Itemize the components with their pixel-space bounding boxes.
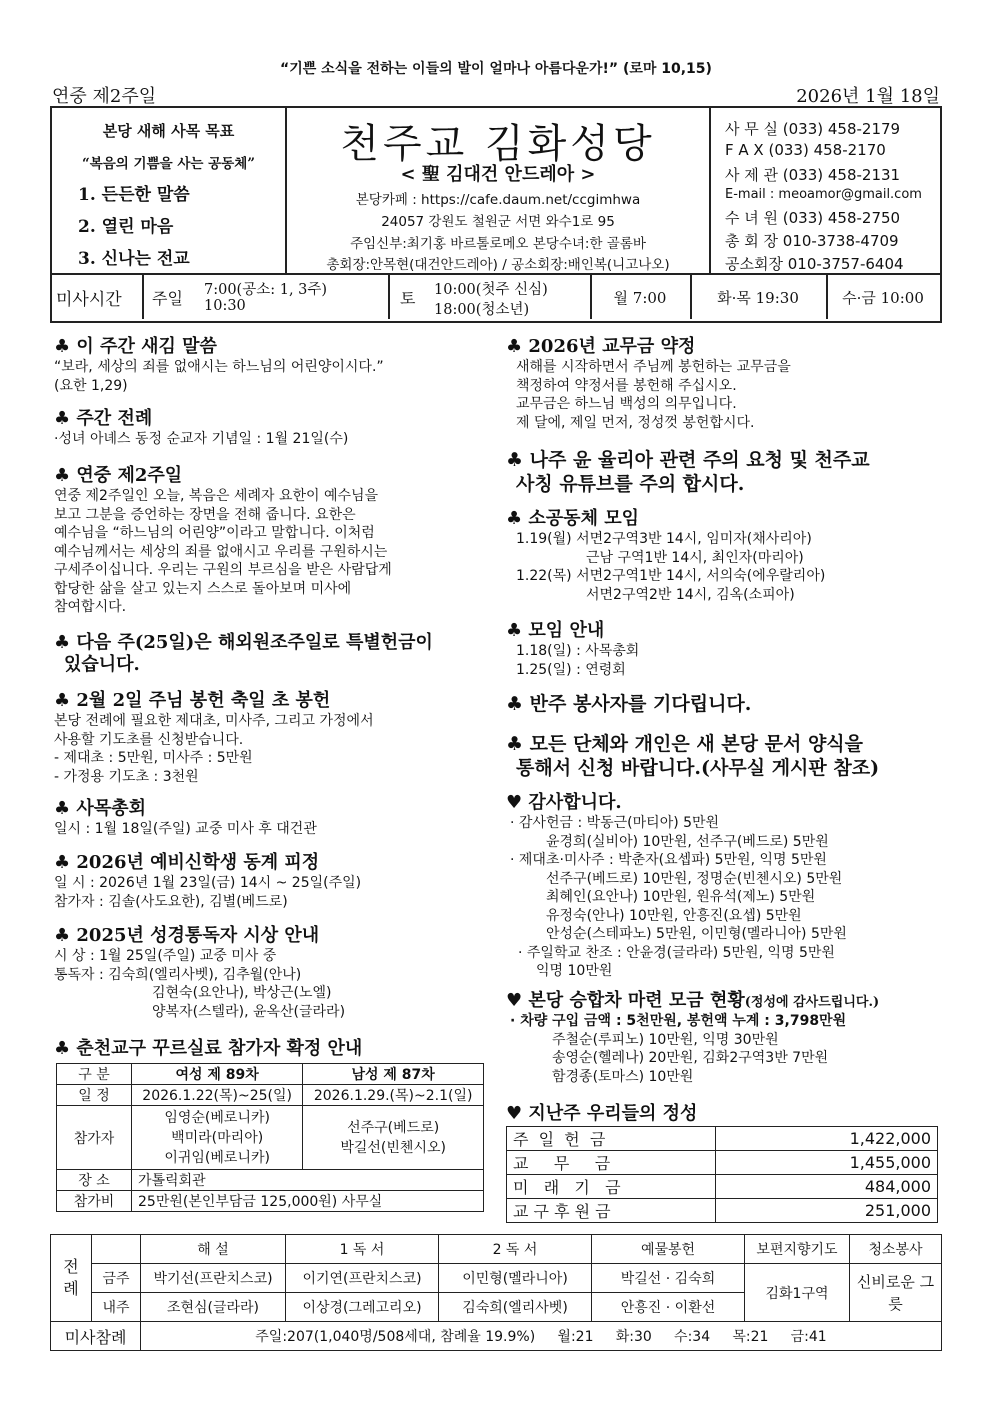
section-heading: ♥ 지난주 우리들의 정성 <box>506 1103 698 1124</box>
cafe-link[interactable]: 본당카페 : https://cafe.daum.net/ccgimhwa <box>355 192 641 208</box>
table-cell: 2026.1.22(목)~25(일) <box>132 1085 303 1106</box>
section-heading: ♣ 2026년 예비신학생 동계 피정 <box>54 852 320 873</box>
table-cell: 가톨릭회관 <box>132 1170 484 1191</box>
section-heading: ♣ 모임 안내 <box>506 620 605 641</box>
contact-president: 총 회 장 010-3738-4709 <box>725 232 899 250</box>
table-cell: 김숙희(엘리사벳) <box>439 1293 592 1322</box>
church-info <box>287 108 709 273</box>
sunday-label: 주일 <box>152 288 183 308</box>
table-header: 해 설 <box>141 1235 286 1264</box>
participant: 선주구(베드로) <box>347 1119 440 1136</box>
saturday-mass-1: 10:00(첫주 신심) <box>434 282 548 298</box>
body-line: 익명 10만원 <box>536 963 613 979</box>
goals-title: 본당 새해 사목 목표 <box>102 122 235 140</box>
section-heading: ♣ 모든 단체와 개인은 새 본당 문서 양식을 <box>506 733 864 755</box>
section-heading-cont: 있습니다. <box>64 654 140 675</box>
offering-value: 1,422,000 <box>716 1127 938 1151</box>
table-cell: 김화1구역 <box>745 1264 850 1322</box>
bulletin-date: 2026년 1월 18일 <box>796 86 940 107</box>
body-line: 김현숙(요안나), 박상근(노엘) <box>152 985 332 1001</box>
table-cell: 25만원(본인부담금 125,000원) 사무실 <box>132 1191 484 1212</box>
offering-label: 교 구 후 원 금 <box>507 1199 716 1223</box>
goal-item: 1. 든든한 말씀 <box>78 185 190 205</box>
cursillo-table <box>56 1063 484 1212</box>
contact-fax: F A X (033) 458-2170 <box>725 141 886 159</box>
body-line: · 차량 구입 금액 : 5천만원, 봉헌액 누계 : 3,798만원 <box>510 1013 847 1029</box>
week-label: 연중 제2주일 <box>52 86 157 107</box>
special-collection <box>54 632 494 676</box>
body-line: 근남 구역1반 14시, 최인자(마리아) <box>586 549 804 566</box>
body-line: 최혜인(요안나) 10만원, 원유석(제노) 5만원 <box>546 889 816 905</box>
table-header: 남성 제 87차 <box>303 1064 484 1085</box>
scripture-quote: “보라, 세상의 죄를 없애시는 하느님의 어린양이시다.” <box>54 359 384 375</box>
table-cell: 박기선(프란치스코) <box>141 1264 286 1293</box>
forms-notice <box>506 732 942 780</box>
pastoral-assembly <box>54 798 494 839</box>
table-cell: 박길선 · 김숙희 <box>592 1264 745 1293</box>
offering-value: 1,455,000 <box>716 1151 938 1175</box>
tue-thu-mass: 화·목 19:30 <box>717 288 799 307</box>
candle-offering <box>54 690 494 786</box>
table-cell: 이상경(그레고리오) <box>286 1293 439 1322</box>
body-line: 1.22(목) 서면2구역1반 14시, 서의숙(에우랄리아) <box>516 568 826 584</box>
organist-wanted <box>506 692 942 716</box>
table-header: 구 분 <box>57 1064 132 1085</box>
ordinary-sunday <box>54 465 494 617</box>
contact-mission-head: 공소회장 010-3757-6404 <box>725 255 904 273</box>
participant: 이귀임(베로니카) <box>164 1149 270 1166</box>
body-line: · 감사헌금 : 박동근(마티아) 5만원 <box>510 815 720 831</box>
body-line: 양복자(스텔라), 윤옥산(글라라) <box>152 1003 346 1020</box>
sunday-mass-2: 10:30 <box>204 298 246 314</box>
small-community <box>506 508 942 604</box>
goal-item: 3. 신나는 전교 <box>78 249 190 269</box>
church-name: 천주교 김화성당 <box>340 121 656 167</box>
body-line: 참여합시다. <box>54 599 127 615</box>
participant: 백미라(마리아) <box>171 1129 264 1146</box>
body-line: 서면2구역2반 14시, 김옥(소피아) <box>586 586 795 603</box>
section-heading: ♣ 이 주간 새김 말씀 <box>54 336 217 357</box>
attendance: 주일:207(1,040명/508세대, 참례율 19.9%) 월:21 화:30 수:34 목:21 금:41 <box>141 1322 942 1351</box>
body-line: 본당 전례에 필요한 제대초, 미사주, 그리고 가정에서 <box>54 713 374 729</box>
scripture-ref: (요한 1,29) <box>54 377 128 394</box>
motto: “기쁜 소식을 전하는 이들의 발이 얼마나 아름다운가!” (로마 10,15) <box>280 61 712 77</box>
offering-label: 교 무 금 <box>507 1151 716 1175</box>
body-line: 예수님을 “하느님의 어린양”이라고 말합니다. 이처럼 <box>54 525 375 541</box>
table-header: 2 독 서 <box>439 1235 592 1264</box>
liturgy-item: ·성녀 아녜스 동정 순교자 기념일 : 1월 21일(수) <box>54 431 349 447</box>
body-line: 책정하여 약정서를 봉헌해 주십시오. <box>516 377 737 394</box>
van-heading-note: (정성에 감사드립니다.) <box>744 995 880 1010</box>
table-cell <box>303 1106 484 1170</box>
section-heading: ♥ 감사합니다. <box>506 792 622 813</box>
mass-label: 미사시간 <box>56 289 122 310</box>
section-heading: ♣ 사목총회 <box>54 798 146 819</box>
section-heading <box>506 990 942 1012</box>
saturday-label: 토 <box>400 288 416 308</box>
body-line: 통독자 : 김숙희(엘리사벳), 김추월(안나) <box>54 966 302 983</box>
body-line: 참가자 : 김솔(사도요한), 김별(베드로) <box>54 893 288 910</box>
section-heading: ♣ 춘천교구 꾸르실료 참가자 확정 안내 <box>54 1038 363 1059</box>
contact-email[interactable]: E-mail : meoamor@gmail.com <box>725 187 922 202</box>
liturgy-label-text: 전례 <box>63 1257 79 1298</box>
table-header: 1 독 서 <box>286 1235 439 1264</box>
table-cell: 조현심(글라라) <box>141 1293 286 1322</box>
table-cell: 2026.1.29.(목)~2.1(일) <box>303 1085 484 1106</box>
section-heading: ♣ 2025년 성경통독자 시상 안내 <box>54 925 320 946</box>
section-heading: ♣ 주간 전례 <box>54 408 153 429</box>
row-label: 미사참례 <box>51 1322 141 1351</box>
monday-mass: 월 7:00 <box>613 288 667 307</box>
body-line: 사용할 기도초를 신청받습니다. <box>54 731 244 748</box>
body-line: 교무금은 하느님 백성의 의무입니다. <box>516 396 737 412</box>
section-heading: ♣ 2월 2일 주님 봉헌 축일 초 봉헌 <box>54 690 331 711</box>
meetings <box>506 620 942 679</box>
body-line: 주철순(루피노) 10만원, 익명 30만원 <box>552 1031 779 1048</box>
offering-value: 251,000 <box>716 1199 938 1223</box>
seminarian-retreat <box>54 852 494 911</box>
church-leaders: 총회장:안목현(대건안드레아) / 공소회장:배인복(니고나오) <box>326 257 670 273</box>
sunday-mass-1: 7:00(공소: 1, 3주) <box>204 282 328 298</box>
body-line: - 가정용 기도초 : 3천원 <box>54 768 199 785</box>
offering-label: 미 래 기 금 <box>507 1175 716 1199</box>
goals-subtitle: “복음의 기쁨을 사는 공동체” <box>81 156 256 172</box>
last-week-offerings <box>506 1103 942 1125</box>
body-line: 일 시 : 2026년 1월 23일(금) 14시 ~ 25일(주일) <box>54 875 362 891</box>
section-heading: ♣ 반주 봉사자를 기다립니다. <box>506 693 752 715</box>
body-line: 시 상 : 1월 25일(주일) 교중 미사 중 <box>54 948 277 964</box>
body-line: 윤경희(실비아) 10만원, 선주구(베드로) 5만원 <box>546 833 829 850</box>
body-line: · 주일학교 찬조 : 안윤경(글라라) 5만원, 익명 5만원 <box>518 944 835 961</box>
table-header: 여성 제 89차 <box>132 1064 303 1085</box>
section-heading-cont: 사칭 유튜브를 주의 합시다. <box>516 473 745 495</box>
row-label: 일 정 <box>57 1085 132 1106</box>
row-label: 내주 <box>92 1293 141 1322</box>
offerings-table <box>506 1126 938 1223</box>
pastoral-goals <box>52 108 285 273</box>
goal-item: 2. 열린 마음 <box>78 217 174 237</box>
body-line: - 제대초 : 5만원, 미사주 : 5만원 <box>54 750 253 766</box>
table-header: 청소봉사 <box>850 1235 942 1264</box>
church-address: 24057 강원도 철원군 서면 와수1로 95 <box>381 214 615 230</box>
section-heading-cont: 통해서 신청 바랍니다.(사무실 게시판 참조) <box>516 757 880 779</box>
contact-rectory: 사 제 관 (033) 458-2131 <box>725 166 901 184</box>
table-cell: 신비로운 그릇 <box>850 1264 942 1322</box>
offering-value: 484,000 <box>716 1175 938 1199</box>
section-heading: ♣ 소공동체 모임 <box>506 508 639 529</box>
body-line: 합당한 삶을 살고 있는지 스스로 돌아보며 미사에 <box>54 580 352 597</box>
body-line: 1.25(일) : 연령회 <box>516 661 626 678</box>
contacts <box>711 108 940 273</box>
header-box <box>50 106 942 275</box>
bible-award <box>54 925 494 1021</box>
table-header: 보편지향기도 <box>745 1235 850 1264</box>
section-heading: ♣ 2026년 교무금 약정 <box>506 336 696 357</box>
mass-times <box>50 275 942 323</box>
table-cell <box>92 1235 141 1264</box>
body-line: 새해를 시작하면서 주님께 봉헌하는 교무금을 <box>516 359 791 375</box>
section-heading: ♣ 나주 윤 율리아 관련 주의 요청 및 천주교 <box>506 449 870 471</box>
section-heading: ♣ 다음 주(25일)은 해외원조주일로 특별헌금이 <box>54 632 433 653</box>
body-line: 일시 : 1월 18일(주일) 교중 미사 후 대건관 <box>54 821 317 837</box>
warning-notice <box>506 448 942 496</box>
patron-saint: < 聖 김대건 안드레아 > <box>400 164 596 185</box>
body-line: 안성순(스테파노) 5만원, 이민형(멜라니아) 5만원 <box>546 926 847 942</box>
body-line: 유정숙(안나) 10만원, 안흥진(요셉) 5만원 <box>546 907 802 924</box>
contact-office: 사 무 실 (033) 458-2179 <box>725 120 901 138</box>
body-line: 보고 그분을 증언하는 장면을 전해 줍니다. 요한은 <box>54 506 356 523</box>
participant: 임영순(베로니카) <box>164 1109 270 1126</box>
weekly-liturgy <box>54 408 494 449</box>
dues-pledge <box>506 336 942 432</box>
section-heading: ♣ 연중 제2주일 <box>54 465 183 486</box>
body-line: 함경종(토마스) 10만원 <box>552 1068 694 1085</box>
weekly-word <box>54 336 494 395</box>
body-line: 제 달에, 제일 먼저, 정성껏 봉헌합시다. <box>516 414 755 431</box>
table-cell: 이기연(프란치스코) <box>286 1264 439 1293</box>
wed-fri-mass: 수·금 10:00 <box>842 288 924 307</box>
body-line: 예수님께서는 세상의 죄를 없애시고 우리를 구원하시는 <box>54 543 388 560</box>
church-clergy: 주임신부:최기홍 바르톨로메오 본당수녀:한 골롬바 <box>350 236 646 252</box>
body-line: 구세주이십니다. 우리는 구원의 부르심을 받은 사람답게 <box>54 562 392 578</box>
body-line: 선주구(베드로) 10만원, 정명순(빈첸시오) 5만원 <box>546 870 843 887</box>
saturday-mass-2: 18:00(청소년) <box>434 302 530 318</box>
row-label: 참가자 <box>57 1106 132 1170</box>
contact-convent: 수 녀 원 (033) 458-2750 <box>725 209 901 227</box>
table-header: 예물봉헌 <box>592 1235 745 1264</box>
table-cell <box>132 1106 303 1170</box>
table-cell: 안흥진 · 이환선 <box>592 1293 745 1322</box>
row-label: 장 소 <box>57 1170 132 1191</box>
body-line: 1.18(일) : 사목총회 <box>516 643 640 659</box>
van-heading: ♥ 본당 승합차 마련 모금 현황 <box>506 990 745 1011</box>
row-label: 참가비 <box>57 1191 132 1212</box>
row-label: 금주 <box>92 1264 141 1293</box>
body-line: 1.19(월) 서면2구역3반 14시, 임미자(채사리아) <box>516 531 812 547</box>
liturgy-label <box>51 1235 92 1322</box>
body-line: · 제대초·미사주 : 박춘자(요셉파) 5만원, 익명 5만원 <box>510 852 827 868</box>
thanks <box>506 792 942 981</box>
participant: 박길선(빈첸시오) <box>340 1139 446 1156</box>
table-cell: 이민형(멜라니아) <box>439 1264 592 1293</box>
van-fund <box>506 990 942 1086</box>
cursillo-notice <box>54 1038 494 1060</box>
offering-label: 주 일 헌 금 <box>507 1127 716 1151</box>
body-line: 송영순(헬레나) 20만원, 김화2구역3반 7만원 <box>552 1050 829 1066</box>
liturgy-roles-table <box>50 1234 942 1351</box>
body-line: 연중 제2주일인 오늘, 복음은 세례자 요한이 예수님을 <box>54 488 379 504</box>
